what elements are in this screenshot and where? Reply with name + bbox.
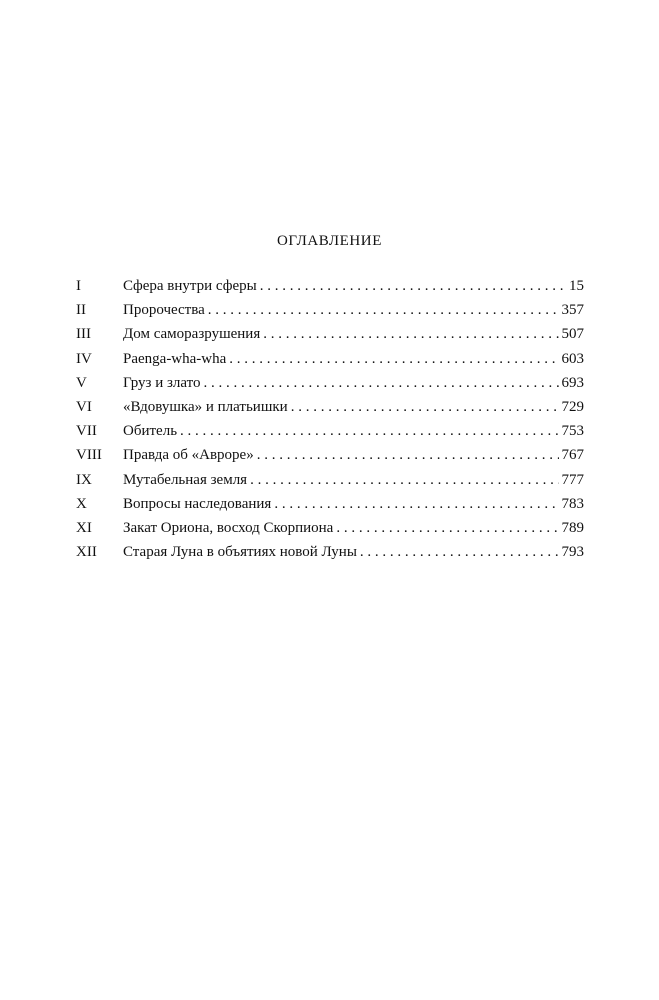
toc-leader-dots: [208, 298, 559, 322]
toc-chapter-number: XI: [76, 519, 92, 536]
toc-chapter-number: X: [76, 495, 87, 512]
toc-chapter-title: Пророчества: [123, 302, 205, 319]
toc-leader-dots: [250, 468, 558, 492]
toc-chapter-title: Дом саморазрушения: [123, 326, 261, 343]
toc-row: [76, 347, 584, 371]
toc-row: [76, 492, 584, 516]
toc-entry-link[interactable]: [123, 395, 584, 419]
toc-row: [76, 443, 584, 467]
toc-entry-link[interactable]: [123, 419, 584, 443]
toc-page-number: 789: [561, 519, 584, 536]
toc-leader-dots: [291, 395, 559, 419]
toc-chapter-title: Мутабельная земля: [123, 471, 248, 488]
toc-page-number: 693: [561, 374, 584, 391]
toc-chapter-title: Закат Ориона, восход Скорпиона: [123, 519, 334, 536]
toc-row: [76, 540, 584, 564]
toc-page-number: 767: [561, 447, 584, 464]
toc-chapter-number: III: [76, 326, 91, 343]
toc-page-number: 793: [561, 544, 584, 561]
toc-entry-link[interactable]: [123, 468, 584, 492]
toc-leader-dots: [360, 540, 559, 564]
toc-chapter-title: Обитель: [123, 423, 178, 440]
toc-entry-link[interactable]: [123, 322, 584, 346]
toc-chapter-title: Сфера внутри сферы: [123, 278, 257, 294]
toc-leader-dots: [263, 322, 558, 346]
toc-entry-link[interactable]: [123, 540, 584, 564]
toc-chapter-title: Старая Луна в объятиях новой Луны: [123, 544, 357, 561]
toc-chapter-title: Paenga-wha-wha: [123, 350, 227, 367]
toc-chapter-title: Груз и злато: [123, 374, 201, 391]
toc-chapter-title: Вопросы наследования: [123, 495, 272, 512]
toc-page-number: 15: [569, 278, 584, 294]
toc-entry-link[interactable]: [123, 347, 584, 371]
toc-chapter-number: IV: [76, 350, 92, 367]
toc-row: [76, 371, 584, 395]
toc-entry-link[interactable]: [123, 274, 584, 298]
toc-entry-link[interactable]: [123, 516, 584, 540]
toc-leader-dots: [180, 419, 558, 443]
toc-leader-dots: [204, 371, 559, 395]
toc-leader-dots: [260, 274, 566, 298]
toc-entry-link[interactable]: [123, 371, 584, 395]
toc-page-number: 603: [561, 350, 584, 367]
toc-chapter-number: VIII: [76, 447, 102, 464]
toc-row: [76, 274, 584, 298]
toc-chapter-number: IX: [76, 471, 92, 488]
toc-row: [76, 419, 584, 443]
toc-page-number: 357: [561, 302, 584, 319]
toc-row: [76, 322, 584, 346]
toc-leader-dots: [229, 347, 558, 371]
toc-row: [76, 468, 584, 492]
toc-row: [76, 395, 584, 419]
toc-leader-dots: [257, 443, 559, 467]
toc-chapter-number: XII: [76, 544, 97, 561]
toc-page-number: 507: [561, 326, 584, 343]
toc-page-number: 783: [561, 495, 584, 512]
toc-chapter-title: Правда об «Авроре»: [123, 447, 254, 464]
toc-entry-link[interactable]: [123, 492, 584, 516]
toc-title: ОГЛАВЛЕНИЕ: [277, 233, 382, 249]
toc-leader-dots: [274, 492, 558, 516]
toc-page-number: 729: [561, 398, 584, 415]
toc-entry-link[interactable]: [123, 443, 584, 467]
toc-page-number: 753: [561, 423, 584, 440]
toc-leader-dots: [336, 516, 558, 540]
toc-chapter-title: «Вдовушка» и платьишки: [123, 398, 288, 415]
toc-list: [76, 274, 584, 564]
toc-chapter-number: II: [76, 302, 86, 319]
toc-page-number: 777: [561, 471, 584, 488]
toc-entry-link[interactable]: [123, 298, 584, 322]
toc-row: [76, 516, 584, 540]
toc-chapter-number: I: [76, 278, 81, 294]
toc-chapter-number: V: [76, 374, 87, 391]
toc-row: [76, 298, 584, 322]
toc-chapter-number: VII: [76, 423, 97, 440]
toc-chapter-number: VI: [76, 398, 92, 415]
